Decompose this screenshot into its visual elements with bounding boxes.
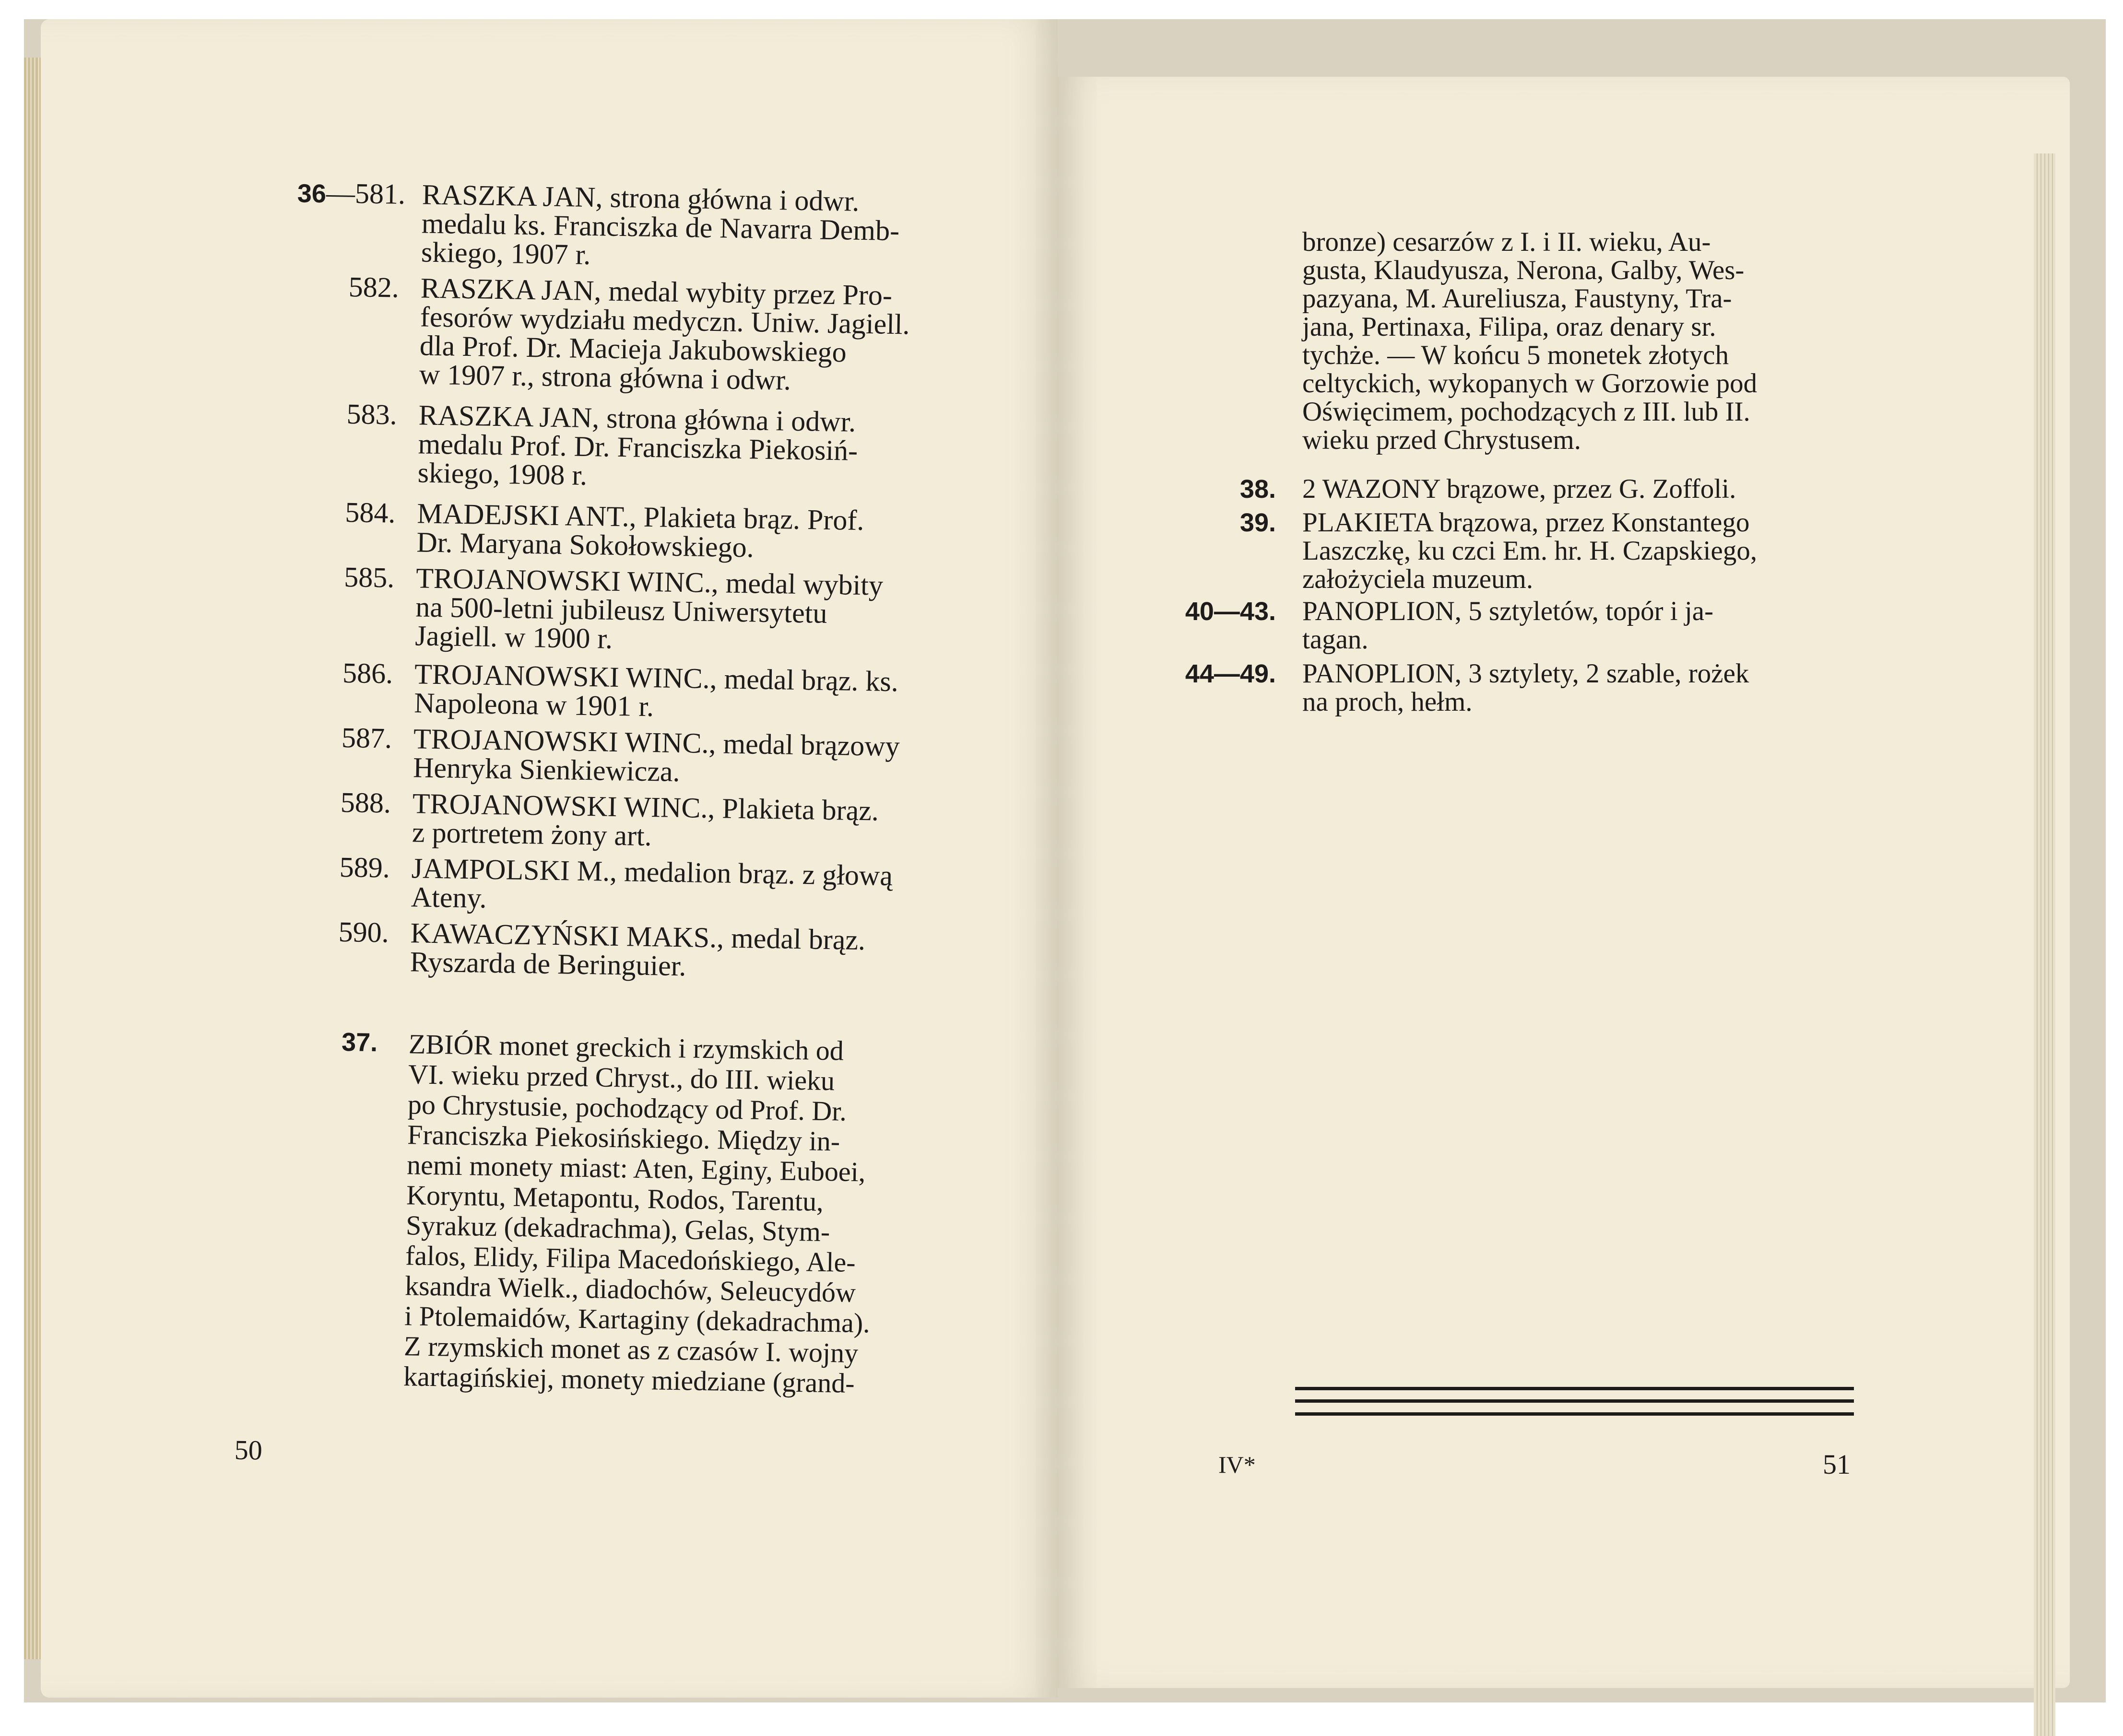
entry-number: —581. [326,177,406,210]
entry-number-bold: 36 [297,179,327,209]
decorative-rule [1295,1399,1854,1403]
entry-text: RASZKA JAN, medal wybity przez Pro- fesorów wydziału medyczn. Uniw. Jagiell. dla Prof. Dr. Macieja Jakubowskiego w 1907 r., strona główna i odwr. [419,272,910,396]
entry-text: PANOPLION, 3 sztylety, 2 szable, rożek na proch, hełm. [1302,658,1749,717]
entry-number-bold: 39. [1239,508,1276,537]
page-number: 50 [234,1434,263,1466]
entry-number: 587. [341,721,392,754]
entry-number: 584. [344,496,396,529]
entry-text: MADEJSKI ANT., Plakieta brąz. Prof. Dr. Maryana Sokołowskiego. [416,497,864,563]
entry-text: 2 WAZONY brązowe, przez G. Zoffoli. [1302,474,1736,504]
entry-text: TROJANOWSKI WINC., medal brąz. ks. Napoleona w 1901 r. [413,658,899,723]
right-page-edges [2034,153,2055,1736]
entry-number: 590. [338,915,389,949]
entry-number: 586. [342,657,393,690]
entry-number-bold: 37. [341,1028,378,1057]
entry-number-bold: 40—43. [1185,597,1276,626]
entry-text: TROJANOWSKI WINC., Plakieta brąz. z portretem żony art. [412,787,879,852]
decorative-rule [1295,1387,1854,1390]
signature-mark: IV* [1218,1451,1256,1478]
entry-number-bold: 38. [1239,475,1276,504]
entry-text: TROJANOWSKI WINC., medal wybity na 500-letni jubileusz Uniwersytetu Jagiell. w 1900 r. [414,562,884,655]
entry-number: 583. [346,398,398,431]
page-number: 51 [1823,1449,1851,1480]
entry-text: KAWACZYŃSKI MAKS., medal brąz. Ryszarda de Beringuier. [410,917,866,982]
entry-text: PLAKIETA brązowa, przez Konstantego Laszczkę, ku czci Em. hr. H. Czapskiego, założyciela muzeum. [1302,507,1757,594]
entry-text: RASZKA JAN, strona główna i odwr. medalu Prof. Dr. Franciszka Piekosiń- skiego, 1908 r. [417,399,858,491]
entry-text: JAMPOLSKI M., medalion brąz. z głową Ateny. [411,852,893,914]
entry-number: 585. [343,561,395,594]
entry-number-bold: 44—49. [1185,659,1276,688]
entry-text: ZBIÓR monet greckich i rzymskich od VI. wieku przed Chryst., do III. wieku po Chrystusie, pochodzący od Prof. Dr. Franciszka Piekosińskiego. Między in- nemi monety miast: Aten, Eginy, Euboei, Koryntu, Metapontu, Rodos, Tarentu, Syrakuz (dekadrachma), Gelas, Stym- falos, Elidy, Filipa Macedońskiego, Ale- ksandra Wielk., diadochów, Seleucydów i Ptolemaidów, Kartaginy (dekadrachma). Z rzymskich monet as z czasów I. wojny kartagińskiej, monety miedziane (grand- [403,1028,871,1399]
entry-text: bronze) cesarzów z I. i II. wieku, Au- gusta, Klaudyusza, Nerona, Galby, Wes- pazyana, M. Aureliusza, Faustyny, Tra- jana, Pertinaxa, Filipa, oraz denary sr. tychże. — W końcu 5 monetek złotych celtyckich, wykopanych w Gorzowie pod Oświęcimem, pochodzących z III. lub II. wieku przed Chrystusem. [1302,227,1757,455]
decorative-rule [1295,1412,1854,1416]
entry-number: 589. [339,851,390,884]
entry-text: PANOPLION, 5 sztyletów, topór i ja- tagan. [1302,596,1714,655]
left-page-edges [24,58,43,1659]
entry-number: 582. [348,271,400,304]
entry-text: TROJANOWSKI WINC., medal brązowy Henryka Sienkiewicza. [413,723,900,788]
entry-number: 588. [340,786,391,819]
entry-text: RASZKA JAN, strona główna i odwr. medalu ks. Franciszka de Navarra Demb- skiego, 1907 r. [421,178,900,271]
